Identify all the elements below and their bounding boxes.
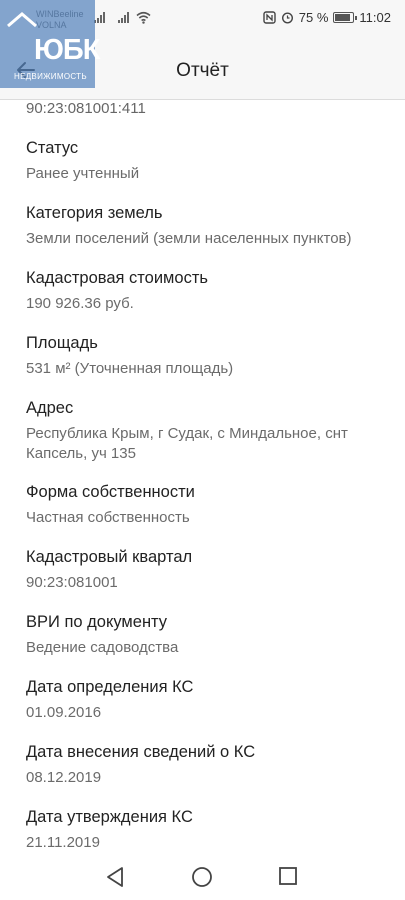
field-label: Кадастровая стоимость <box>26 269 208 287</box>
field-value: 90:23:081001 <box>26 574 118 591</box>
field-label: Категория земель <box>26 204 163 222</box>
field-approval-date <box>26 807 396 853</box>
field-label: ВРИ по документу <box>26 613 168 631</box>
field-label: Площадь <box>26 334 98 352</box>
alarm-icon <box>281 11 294 24</box>
field-value: Частная собственность <box>26 509 190 526</box>
field-permitted-use <box>26 612 396 658</box>
field-value: 01.09.2016 <box>26 704 102 721</box>
circle-home-icon[interactable] <box>191 866 213 888</box>
cadastral-number: 90:23:081001:411 <box>26 100 146 117</box>
field-ownership <box>26 482 396 528</box>
field-label: Форма собственности <box>26 483 195 501</box>
field-value: 190 926.36 руб. <box>26 295 134 312</box>
page-title: Отчёт <box>176 60 229 81</box>
triangle-back-icon[interactable] <box>105 866 125 888</box>
field-value: Ранее учтенный <box>26 165 140 182</box>
field-address <box>26 398 396 464</box>
field-status <box>26 138 396 184</box>
logo-subtext: НЕДВИЖИМОСТЬ <box>14 72 87 81</box>
nfc-icon <box>263 11 276 24</box>
logo-text: ЮБК <box>34 34 100 66</box>
field-cadastral-quarter <box>26 547 396 593</box>
clock: 11:02 <box>359 10 391 25</box>
field-label: Кадастровый квартал <box>26 548 193 566</box>
field-entry-date <box>26 742 396 788</box>
field-value: Республика Крым, г Судак, с Миндальное, снт Капсель, уч 135 <box>26 425 348 462</box>
field-value: Ведение садоводства <box>26 639 179 656</box>
field-label: Дата внесения сведений о КС <box>26 743 256 761</box>
field-value: 08.12.2019 <box>26 769 102 786</box>
battery-icon <box>333 12 354 23</box>
field-value: 531 м² (Уточненная площадь) <box>26 360 234 377</box>
field-land-category <box>26 203 396 249</box>
field-label: Статус <box>26 139 79 157</box>
signal-icon <box>94 12 105 23</box>
field-value: Земли поселений (земли населенных пунктов) <box>26 230 352 247</box>
field-valuation-date <box>26 677 396 723</box>
logo <box>0 0 100 88</box>
field-label: Дата определения КС <box>26 678 194 696</box>
field-cadastral-value <box>26 268 396 314</box>
wifi-icon <box>136 11 151 24</box>
field-label: Дата утверждения КС <box>26 808 193 826</box>
signal-icon <box>118 12 129 23</box>
house-icon <box>6 12 38 36</box>
field-value: 21.11.2019 <box>26 834 100 851</box>
square-recents-icon[interactable] <box>278 866 298 886</box>
field-label: Адрес <box>26 399 74 417</box>
system-nav-bar <box>0 852 405 900</box>
field-area <box>26 333 396 379</box>
battery-percent: 75 % <box>298 10 329 25</box>
